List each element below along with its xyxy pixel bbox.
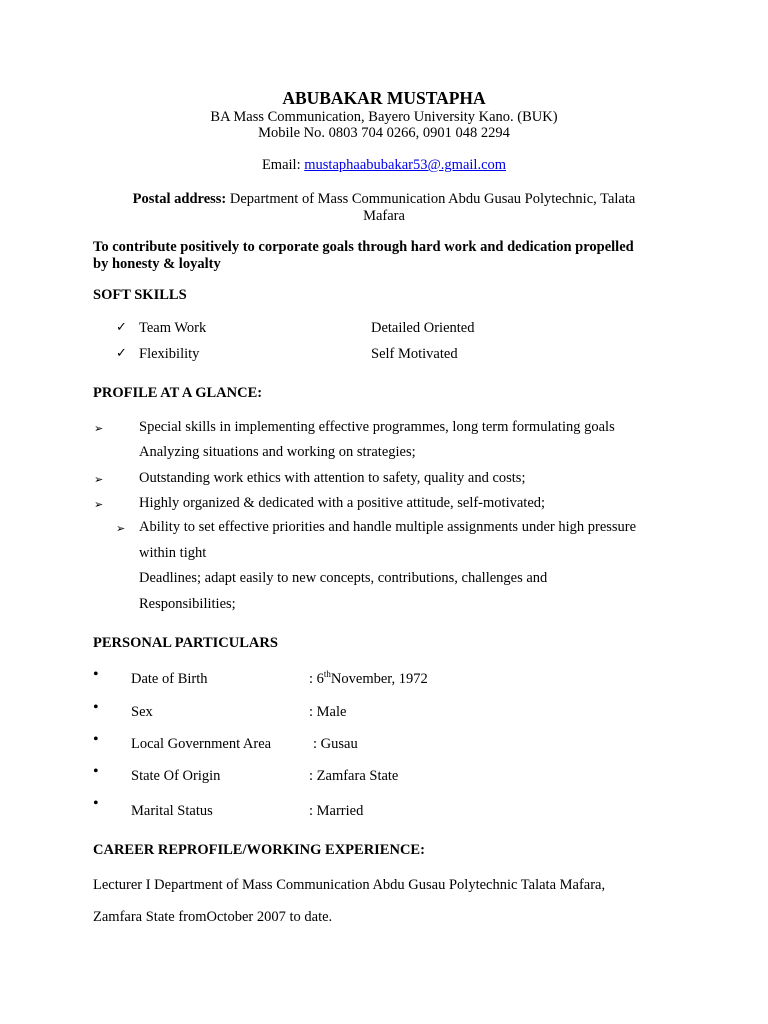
profile-item: Deadlines; adapt easily to new concepts, contributions, challenges and: [139, 570, 548, 586]
personal-value: [309, 671, 428, 688]
bullet-icon: •: [93, 763, 99, 780]
personal-label: Marital Status: [131, 803, 213, 819]
bullet-icon: •: [93, 699, 99, 716]
personal-label: Date of Birth: [131, 671, 208, 687]
degree-line: BA Mass Communication, Bayero University Kano. (BUK): [210, 109, 558, 125]
personal-value: : Male: [309, 704, 347, 720]
email-link[interactable]: mustaphaabubakar53@.gmail.com: [304, 157, 507, 173]
skill-item: Detailed Oriented: [371, 320, 475, 336]
profile-item: Special skills in implementing effective programmes, long term formulating goals: [139, 419, 615, 435]
postal-address-line1: [0, 191, 768, 208]
personal-heading: PERSONAL PARTICULARS: [93, 635, 278, 651]
personal-value: : Zamfara State: [309, 768, 399, 784]
candidate-name: ABUBAKAR MUSTAPHA: [282, 88, 486, 108]
personal-value: : Married: [309, 803, 364, 819]
postal-address-text: Department of Mass Communication Abdu Gusau Polytechnic, Talata: [226, 191, 636, 207]
personal-label: State Of Origin: [131, 768, 221, 784]
arrow-bullet-icon: ➢: [116, 522, 126, 535]
mobile-line: Mobile No. 0803 704 0266, 0901 048 2294: [258, 125, 510, 141]
career-heading: CAREER REPROFILE/WORKING EXPERIENCE:: [93, 842, 425, 858]
dob-suffix: th: [323, 669, 331, 680]
profile-heading: PROFILE AT A GLANCE:: [93, 385, 263, 401]
profile-item: Highly organized & dedicated with a positive attitude, self-motivated;: [139, 495, 546, 511]
personal-label: Sex: [131, 704, 153, 720]
career-line2: Zamfara State fromOctober 2007 to date.: [93, 909, 333, 925]
checkmark-icon: ✓: [116, 320, 127, 335]
bullet-icon: •: [93, 795, 99, 812]
profile-item: Outstanding work ethics with attention to safety, quality and costs;: [139, 470, 526, 486]
objective-line2: by honesty & loyalty: [93, 256, 221, 272]
profile-item: Ability to set effective priorities and handle multiple assignments under high pressure: [139, 519, 637, 535]
skill-item: Self Motivated: [371, 346, 458, 362]
bullet-icon: •: [93, 731, 99, 748]
skill-item: Flexibility: [139, 346, 200, 362]
personal-label: Local Government Area: [131, 736, 272, 752]
dob-rest: November, 1972: [330, 671, 428, 687]
objective-line1: To contribute positively to corporate goals through hard work and dedication propelled: [93, 239, 634, 255]
arrow-bullet-icon: ➢: [94, 498, 104, 511]
dob-day: : 6: [309, 671, 324, 687]
career-line1: Lecturer I Department of Mass Communication Abdu Gusau Polytechnic Talata Mafara,: [93, 877, 606, 893]
skill-item: Team Work: [139, 320, 207, 336]
arrow-bullet-icon: ➢: [94, 422, 104, 435]
postal-address-label: Postal address:: [132, 191, 227, 207]
bullet-icon: •: [93, 666, 99, 683]
email-label: Email:: [261, 157, 305, 173]
postal-address-line2: Mafara: [363, 208, 405, 224]
checkmark-icon: ✓: [116, 346, 127, 361]
email-line: [0, 157, 768, 174]
arrow-bullet-icon: ➢: [94, 473, 104, 486]
profile-item: Responsibilities;: [139, 596, 236, 612]
soft-skills-heading: SOFT SKILLS: [93, 287, 187, 303]
profile-item: within tight: [139, 545, 207, 561]
profile-item: Analyzing situations and working on strategies;: [139, 444, 416, 460]
personal-value: : Gusau: [313, 736, 358, 752]
